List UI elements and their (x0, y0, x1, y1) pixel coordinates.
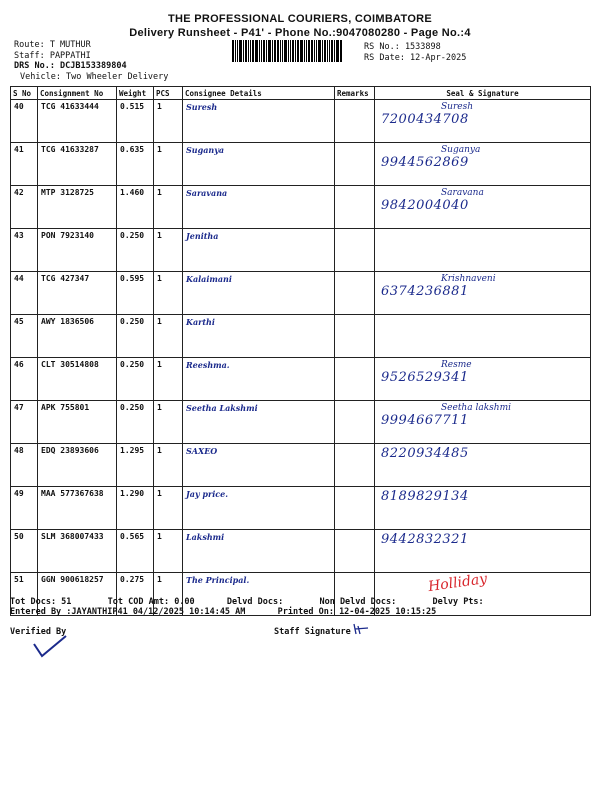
row-sno: 49 (11, 487, 38, 530)
barcode-bar (263, 40, 265, 62)
table-row (11, 444, 591, 487)
printed-on: Printed On: 12-04-2025 10:15:25 (277, 607, 437, 617)
row-consignment-no: TCG 41633287 (38, 143, 117, 186)
row-consignment-no: APK 755801 (38, 401, 117, 444)
col-header-remarks: Remarks (335, 87, 375, 100)
col-header-sno: S No (11, 87, 38, 100)
barcode-bar (324, 40, 326, 62)
row-pcs: 1 (154, 100, 183, 143)
row-remarks (335, 487, 375, 530)
table-row (11, 272, 591, 315)
row-weight: 1.295 (117, 444, 154, 487)
row-consignment-no: AWY 1836506 (38, 315, 117, 358)
delvy-pts: Delvy Pts: (432, 597, 484, 607)
col-header-weight: Weight (117, 87, 154, 100)
barcode-bar (243, 40, 244, 62)
signature-phone: 9994667711 (381, 413, 469, 428)
barcode-bar (284, 40, 287, 62)
barcode-bar (304, 40, 305, 62)
barcode-bar (237, 40, 238, 62)
row-weight: 0.635 (117, 143, 154, 186)
table-row (11, 487, 591, 530)
row-remarks (335, 143, 375, 186)
verified-by: Verified By (10, 627, 67, 637)
header-left (14, 40, 168, 82)
barcode-bar (259, 40, 260, 62)
row-remarks (335, 100, 375, 143)
signature-name: Seetha lakshmi (441, 403, 511, 413)
row-consignment-no: PON 7923140 (38, 229, 117, 272)
barcode-bar (277, 40, 279, 62)
route-label: Route: T MUTHUR (14, 40, 91, 50)
row-consignee: Jenitha (183, 229, 335, 272)
row-signature (375, 315, 591, 358)
row-sno: 51 (11, 573, 38, 616)
barcode-bar (295, 40, 296, 62)
totals-line (10, 597, 590, 607)
row-signature (375, 487, 591, 530)
barcode-bar (239, 40, 242, 62)
barcode-bar (322, 40, 323, 62)
row-consignee: Suresh (183, 100, 335, 143)
barcode-bar (340, 40, 342, 62)
table-row (11, 100, 591, 143)
row-sno: 48 (11, 444, 38, 487)
signature-name: Resme (441, 360, 472, 370)
barcode-bar (266, 40, 267, 62)
row-consignment-no: TCG 427347 (38, 272, 117, 315)
row-pcs: 1 (154, 444, 183, 487)
row-remarks (335, 186, 375, 229)
row-weight: 0.275 (117, 573, 154, 616)
barcode-bar (280, 40, 281, 62)
row-pcs: 1 (154, 401, 183, 444)
table-header-row (11, 87, 591, 100)
row-pcs: 1 (154, 315, 183, 358)
row-remarks (335, 229, 375, 272)
row-pcs: 1 (154, 186, 183, 229)
signature-phone: 8220934485 (381, 446, 469, 461)
signature-name: Suganya (441, 145, 481, 155)
row-sno: 40 (11, 100, 38, 143)
signature-phone: 6374236881 (381, 284, 469, 299)
row-remarks (335, 358, 375, 401)
barcode-bar (232, 40, 234, 62)
row-signature (375, 358, 591, 401)
barcode (232, 40, 356, 62)
table-row (11, 315, 591, 358)
tot-docs: Tot Docs: 51 (10, 597, 72, 607)
barcode-bar (306, 40, 307, 62)
table-row (11, 143, 591, 186)
signature-phone: 9842004040 (381, 198, 469, 213)
row-consignee: The Principal. (183, 573, 335, 616)
table-row (11, 186, 591, 229)
vehicle-label: Vehicle: Two Wheeler Delivery (20, 71, 169, 82)
barcode-bar (334, 40, 335, 62)
row-sno: 42 (11, 186, 38, 229)
drs-label: DRS No.: DCJB153389804 (14, 61, 127, 72)
row-remarks (335, 444, 375, 487)
row-signature (375, 530, 591, 573)
col-header-pcs: PCS (154, 87, 183, 100)
barcode-bar (308, 40, 310, 62)
row-weight: 0.595 (117, 272, 154, 315)
row-sno: 44 (11, 272, 38, 315)
runsheet-table (10, 86, 591, 616)
tot-cod: Tot COD Amt: 0.00 (107, 597, 195, 607)
row-signature (375, 444, 591, 487)
barcode-bar (255, 40, 258, 62)
row-consignment-no: MTP 3128725 (38, 186, 117, 229)
barcode-bar (300, 40, 303, 62)
signature-name: Saravana (441, 188, 484, 198)
col-header-signature: Seal & Signature (375, 87, 591, 100)
non-delvd-docs: Non Delvd Docs: (319, 597, 397, 607)
row-weight: 0.250 (117, 358, 154, 401)
col-header-consignee: Consignee Details (183, 87, 335, 100)
row-sno: 41 (11, 143, 38, 186)
rs-no: RS No.: 1533898 (364, 42, 441, 52)
row-weight: 0.515 (117, 100, 154, 143)
barcode-bar (297, 40, 299, 62)
staff-signature-label: Staff Signature (274, 627, 351, 637)
barcode-bar (336, 40, 339, 62)
row-weight: 0.250 (117, 315, 154, 358)
barcode-bar (314, 40, 315, 62)
signature-name: Krishnaveni (441, 274, 496, 284)
barcode-bar (329, 40, 330, 62)
row-signature (375, 229, 591, 272)
barcode-bar (331, 40, 333, 62)
row-remarks (335, 272, 375, 315)
row-pcs: 1 (154, 143, 183, 186)
row-signature (375, 401, 591, 444)
row-signature (375, 100, 591, 143)
runsheet-subtitle: Delivery Runsheet - P41' - Phone No.:9047080280 - Page No.:4 (129, 27, 471, 39)
row-consignee: Jay price. (183, 487, 335, 530)
row-sno: 47 (11, 401, 38, 444)
row-remarks (335, 315, 375, 358)
signature-phone: 9442832321 (381, 532, 469, 547)
row-pcs: 1 (154, 487, 183, 530)
entered-line (10, 607, 436, 617)
row-weight: 1.290 (117, 487, 154, 530)
row-weight: 0.250 (117, 401, 154, 444)
row-weight: 1.460 (117, 186, 154, 229)
barcode-bar (272, 40, 273, 62)
barcode-bar (252, 40, 254, 62)
row-consignee: Reeshma. (183, 358, 335, 401)
barcode-bar (311, 40, 313, 62)
row-consignee: Suganya (183, 143, 335, 186)
row-remarks (335, 530, 375, 573)
table-row (11, 401, 591, 444)
row-signature (375, 186, 591, 229)
barcode-bar (245, 40, 247, 62)
barcode-bar (327, 40, 328, 62)
row-consignee: Seetha Lakshmi (183, 401, 335, 444)
signature-phone: 9526529341 (381, 370, 469, 385)
row-consignee: Saravana (183, 186, 335, 229)
row-pcs: 1 (154, 229, 183, 272)
barcode-bar (282, 40, 283, 62)
staff-label: Staff: PAPPATHI (14, 50, 91, 61)
barcode-bar (316, 40, 317, 62)
barcode-bar (288, 40, 289, 62)
row-pcs: 1 (154, 358, 183, 401)
row-consignee: Karthi (183, 315, 335, 358)
barcode-bar (248, 40, 249, 62)
col-header-consignment: Consignment No (38, 87, 117, 100)
holiday-remark: Holliday (427, 570, 489, 596)
entered-by: Entered By :JAYANTHIP41 04/12/2025 10:14:45 AM (10, 607, 246, 617)
signature-phone: 8189829134 (381, 489, 469, 504)
signature-phone: 7200434708 (381, 112, 469, 127)
row-weight: 0.250 (117, 229, 154, 272)
row-consignment-no: EDQ 23893606 (38, 444, 117, 487)
row-consignment-no: TCG 41633444 (38, 100, 117, 143)
signature-name: Suresh (441, 102, 474, 112)
verified-tick-mark (30, 634, 70, 660)
delvd-docs: Delvd Docs: (226, 597, 284, 607)
table-row (11, 530, 591, 573)
row-consignment-no: GGN 900618257 (38, 573, 117, 616)
barcode-bar (290, 40, 291, 62)
row-consignment-no: MAA 577367638 (38, 487, 117, 530)
staff-signature-mark (352, 622, 372, 636)
row-consignee: Lakshmi (183, 530, 335, 573)
barcode-bar (292, 40, 294, 62)
rs-date: RS Date: 12-Apr-2025 (364, 53, 467, 63)
table-row (11, 229, 591, 272)
row-signature (375, 272, 591, 315)
row-consignment-no: SLM 368007433 (38, 530, 117, 573)
row-sno: 45 (11, 315, 38, 358)
row-consignment-no: CLT 30514808 (38, 358, 117, 401)
row-signature (375, 143, 591, 186)
row-pcs: 1 (154, 573, 183, 616)
row-pcs: 1 (154, 272, 183, 315)
row-pcs: 1 (154, 530, 183, 573)
signature-phone: 9944562869 (381, 155, 469, 170)
header-right (364, 42, 466, 64)
barcode-bar (250, 40, 251, 62)
barcode-bar (261, 40, 262, 62)
barcode-bar (274, 40, 276, 62)
table-row (11, 358, 591, 401)
row-consignee: Kalaimani (183, 272, 335, 315)
barcode-bar (268, 40, 271, 62)
row-consignee: SAXEO (183, 444, 335, 487)
row-sno: 46 (11, 358, 38, 401)
row-weight: 0.565 (117, 530, 154, 573)
row-sno: 50 (11, 530, 38, 573)
company-title: THE PROFESSIONAL COURIERS, COIMBATORE (167, 13, 433, 25)
barcode-bar (318, 40, 321, 62)
row-remarks (335, 401, 375, 444)
row-sno: 43 (11, 229, 38, 272)
barcode-bar (235, 40, 236, 62)
